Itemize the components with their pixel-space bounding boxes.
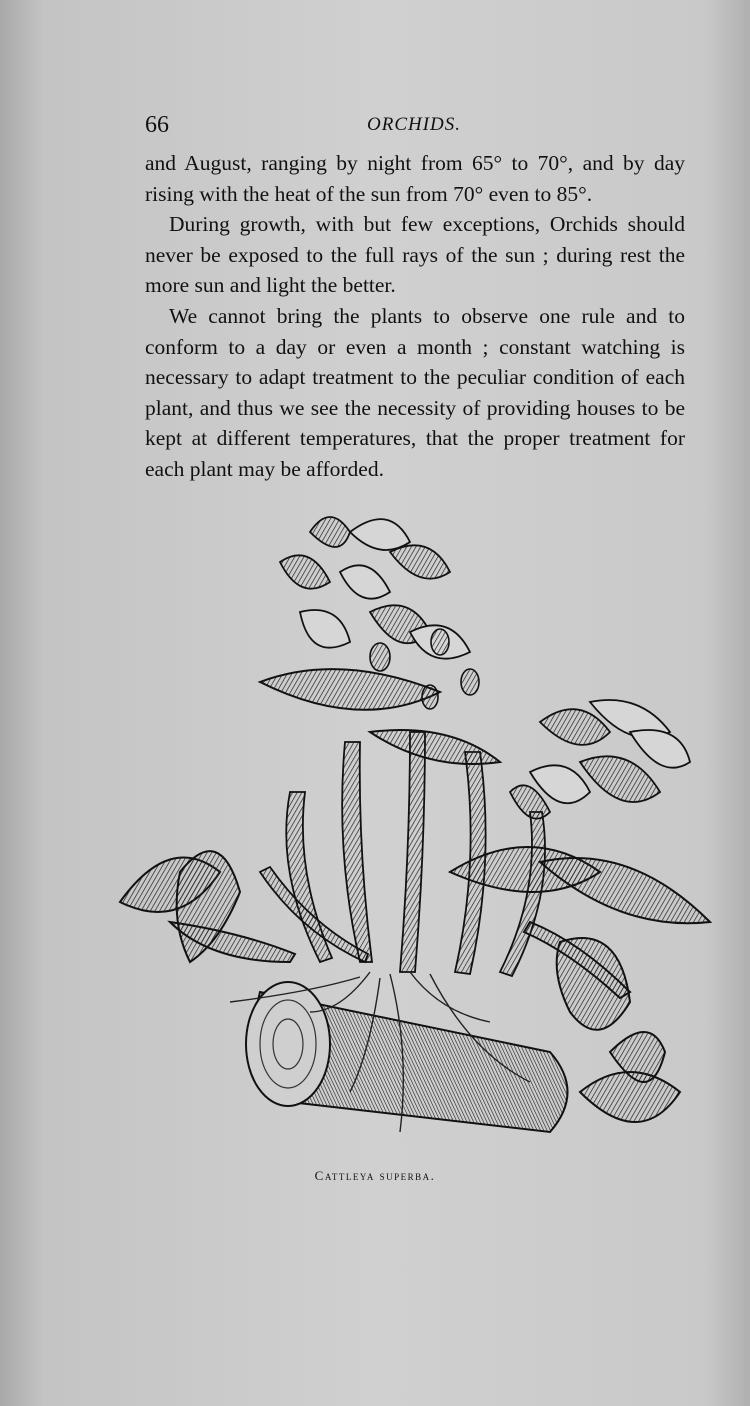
running-title: ORCHIDS. bbox=[367, 114, 462, 135]
body-text bbox=[145, 148, 685, 485]
log-shape bbox=[246, 982, 568, 1132]
page-header bbox=[145, 112, 685, 146]
paragraph-1: and August, ranging by night from 65° to 70°, and by day rising with the heat of the sun from 70° even to 85°. bbox=[145, 151, 685, 206]
flower-cluster-right bbox=[510, 700, 690, 819]
page-number: 66 bbox=[145, 112, 169, 138]
figure-caption bbox=[0, 1168, 750, 1184]
orchid-engraving-icon bbox=[110, 492, 720, 1172]
paragraph-3: We cannot bring the plants to observe one rule and to conform to a day or even a month ; constant watching is necessary to adapt treatment to the peculiar condition of each plant, and thus we see the necessity of providing houses to be kept at different temperatures, that the proper treatment for each plant may be afforded. bbox=[145, 303, 685, 481]
paragraph-2: During growth, with but few exceptions, Orchids should never be exposed to the full rays of the sun ; during rest the more sun and light the better. bbox=[145, 212, 685, 298]
caption-text: Cattleya superba. bbox=[314, 1168, 436, 1183]
